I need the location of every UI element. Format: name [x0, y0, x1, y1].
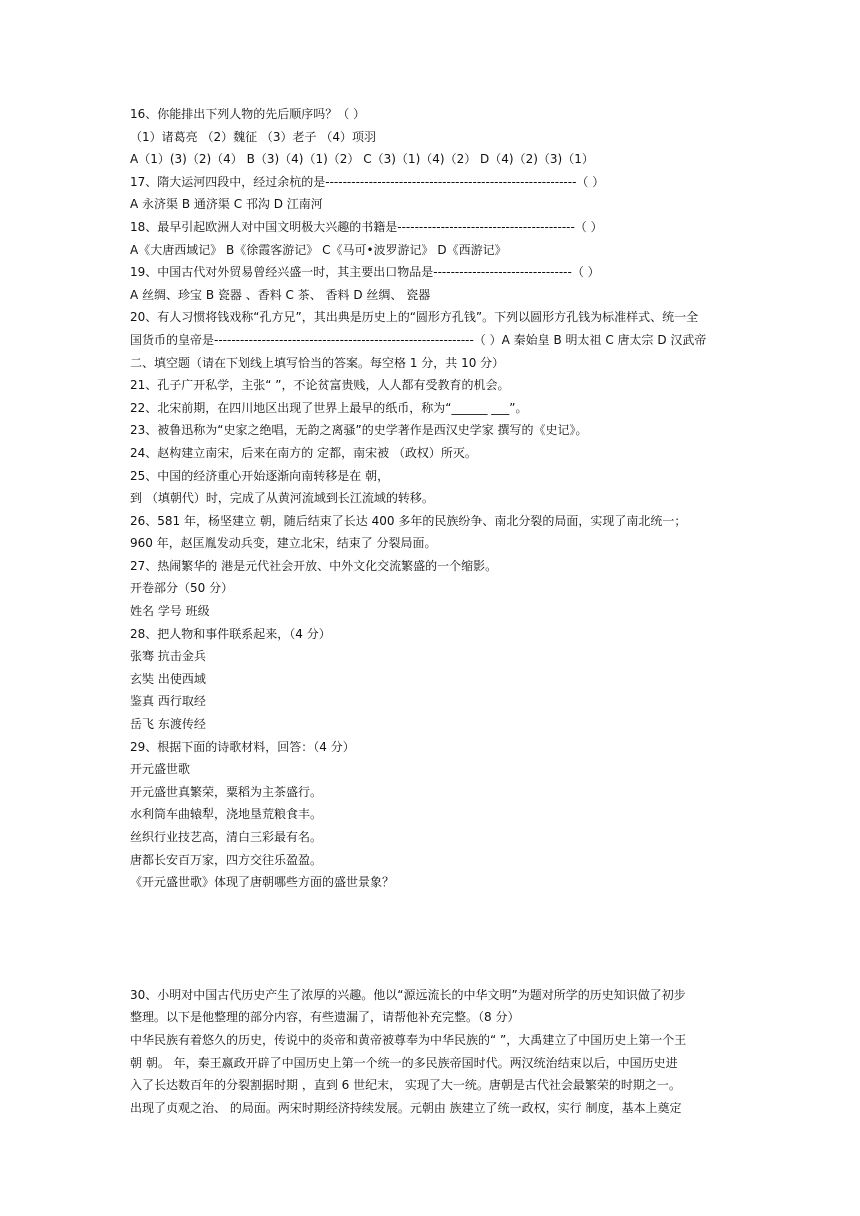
text-line: A（1）(3)（2)（4） B（3)（4)（1)（2） C（3)（1)（4)（2） D（4)（2)（3)（1） [130, 152, 594, 167]
text-line: A 永济渠 B 通济渠 C 邗沟 D 江南河 [130, 197, 323, 212]
poem-line: 唐都长安百万家，四方交往乐盈盈。 [130, 852, 323, 867]
poem-line: 水利筒车曲辕犁，浇地垦荒粮食丰。 [130, 807, 323, 822]
question-block-2 [130, 984, 740, 1120]
text-line: 16、你能排出下列人物的先后顺序吗？（ ） [130, 107, 366, 121]
match-item: 张骞 抗击金兵 [130, 649, 206, 664]
text-line: 960 年，赵匡胤发动兵变，建立北宋，结束了 分裂局面。 [130, 536, 437, 551]
text-line: 22、北宋前期，在四川地区出现了世界上最早的纸币，称为“______ ___”。 [130, 400, 528, 415]
text-line: 29、根据下面的诗歌材料，回答：（4 分） [130, 739, 355, 754]
poem-line: 开元盛世真繁荣，粟稻为主茶盛行。 [130, 784, 323, 799]
text-line: 21、孔子广开私学，主张“ ”，不论贫富贵贱，人人都有受教育的机会。 [130, 378, 510, 393]
text-line: 《开元盛世歌》体现了唐朝哪些方面的盛世景象？ [130, 875, 395, 890]
poem-title: 开元盛世歌 [130, 762, 191, 777]
text-line: 26、581 年，杨坚建立 朝，随后结束了长达 400 多年的民族纷争、南北分裂的局面，实现了南北统一； [130, 513, 687, 528]
text-line: 30、小明对中国古代历史产生了浓厚的兴趣。他以“源远流长的中华文明”为题对所学的历史知识做了初步 [130, 987, 686, 1002]
text-line: 27、热闹繁华的 港是元代社会开放、中外文化交流繁盛的一个缩影。 [130, 558, 498, 573]
text-line: 国货币的皇帝是------------------------------------------------------------（ ）A 秦始皇 B 明太祖 C 唐太宗 D 汉武帝 [130, 332, 707, 347]
text-line: A 丝绸、珍宝 B 瓷器 、香料 C 茶、 香料 D 丝绸、 瓷器 [130, 287, 431, 302]
text-line: 出现了贞观之治、 的局面。两宋时期经济持续发展。元朝由 族建立了统一政权，实行 制度，基本上奠定 [130, 1100, 682, 1115]
match-item: 鉴真 西行取经 [130, 694, 206, 709]
section-heading: 开卷部分（50 分） [130, 581, 234, 596]
section-heading: 二、填空题（请在下划线上填写恰当的答案。每空格 1 分，共 10 分） [130, 355, 505, 370]
match-item: 岳飞 东渡传经 [130, 717, 206, 732]
question-block-1 [130, 103, 740, 894]
text-line: 23、被鲁迅称为“史家之绝唱，无韵之离骚”的史学著作是西汉史学家 撰写的《史记》。 [130, 423, 588, 438]
text-line: 中华民族有着悠久的历史，传说中的炎帝和黄帝被尊奉为中华民族的“ ”，大禹建立了中国历史上第一个王 [130, 1032, 687, 1047]
poem-line: 丝织行业技艺高，清白三彩最有名。 [130, 830, 323, 844]
text-line: 朝 朝。 年，秦王嬴政开辟了中国历史上第一个统一的多民族帝国时代。两汉统治结束以后，中国历史进 [130, 1055, 678, 1070]
text-line: A《大唐西域记》 B《徐霞客游记》 C《马可•波罗游记》 D《西游记》 [130, 242, 507, 257]
text-line: 到 （填朝代）时，完成了从黄河流域到长江流域的转移。 [130, 491, 434, 506]
answer-space [130, 894, 740, 984]
text-line: 入了长达数百年的分裂割据时期 ，直到 6 世纪末， 实现了大一统。唐朝是古代社会最繁荣的时期之一。 [130, 1078, 681, 1093]
student-info-line: 姓名 学号 班级 [130, 604, 210, 619]
document-page [130, 103, 740, 1119]
text-line: 18、最早引起欧洲人对中国文明极大兴趣的书籍是-----------------------------------------（ ） [130, 219, 603, 234]
text-line: 24、赵构建立南宋，后来在南方的 定都，南宋被 （政权）所灭。 [130, 445, 477, 460]
text-line: 25、中国的经济重心开始逐渐向南转移是在 朝， [130, 468, 390, 483]
text-line: 28、把人物和事件联系起来，（4 分） [130, 626, 331, 641]
text-line: 20、有人习惯将钱戏称“孔方兄”，其出典是历史上的“圆形方孔钱”。下列以圆形方孔钱为标准样式、统一全 [130, 310, 699, 325]
match-item: 玄奘 出使西域 [130, 671, 206, 686]
text-line: 整理。以下是他整理的部分内容，有些遗漏了，请帮他补充完整。（8 分） [130, 1010, 520, 1025]
text-line: 17、隋大运河四段中，经过余杭的是----------------------------------------------------------（ ） [130, 174, 605, 189]
text-line: （1）诸葛亮 （2）魏征 （3）老子 （4）项羽 [130, 129, 376, 144]
text-line: 19、中国古代对外贸易曾经兴盛一时，其主要出口物品是--------------------------------（ ） [130, 265, 600, 280]
